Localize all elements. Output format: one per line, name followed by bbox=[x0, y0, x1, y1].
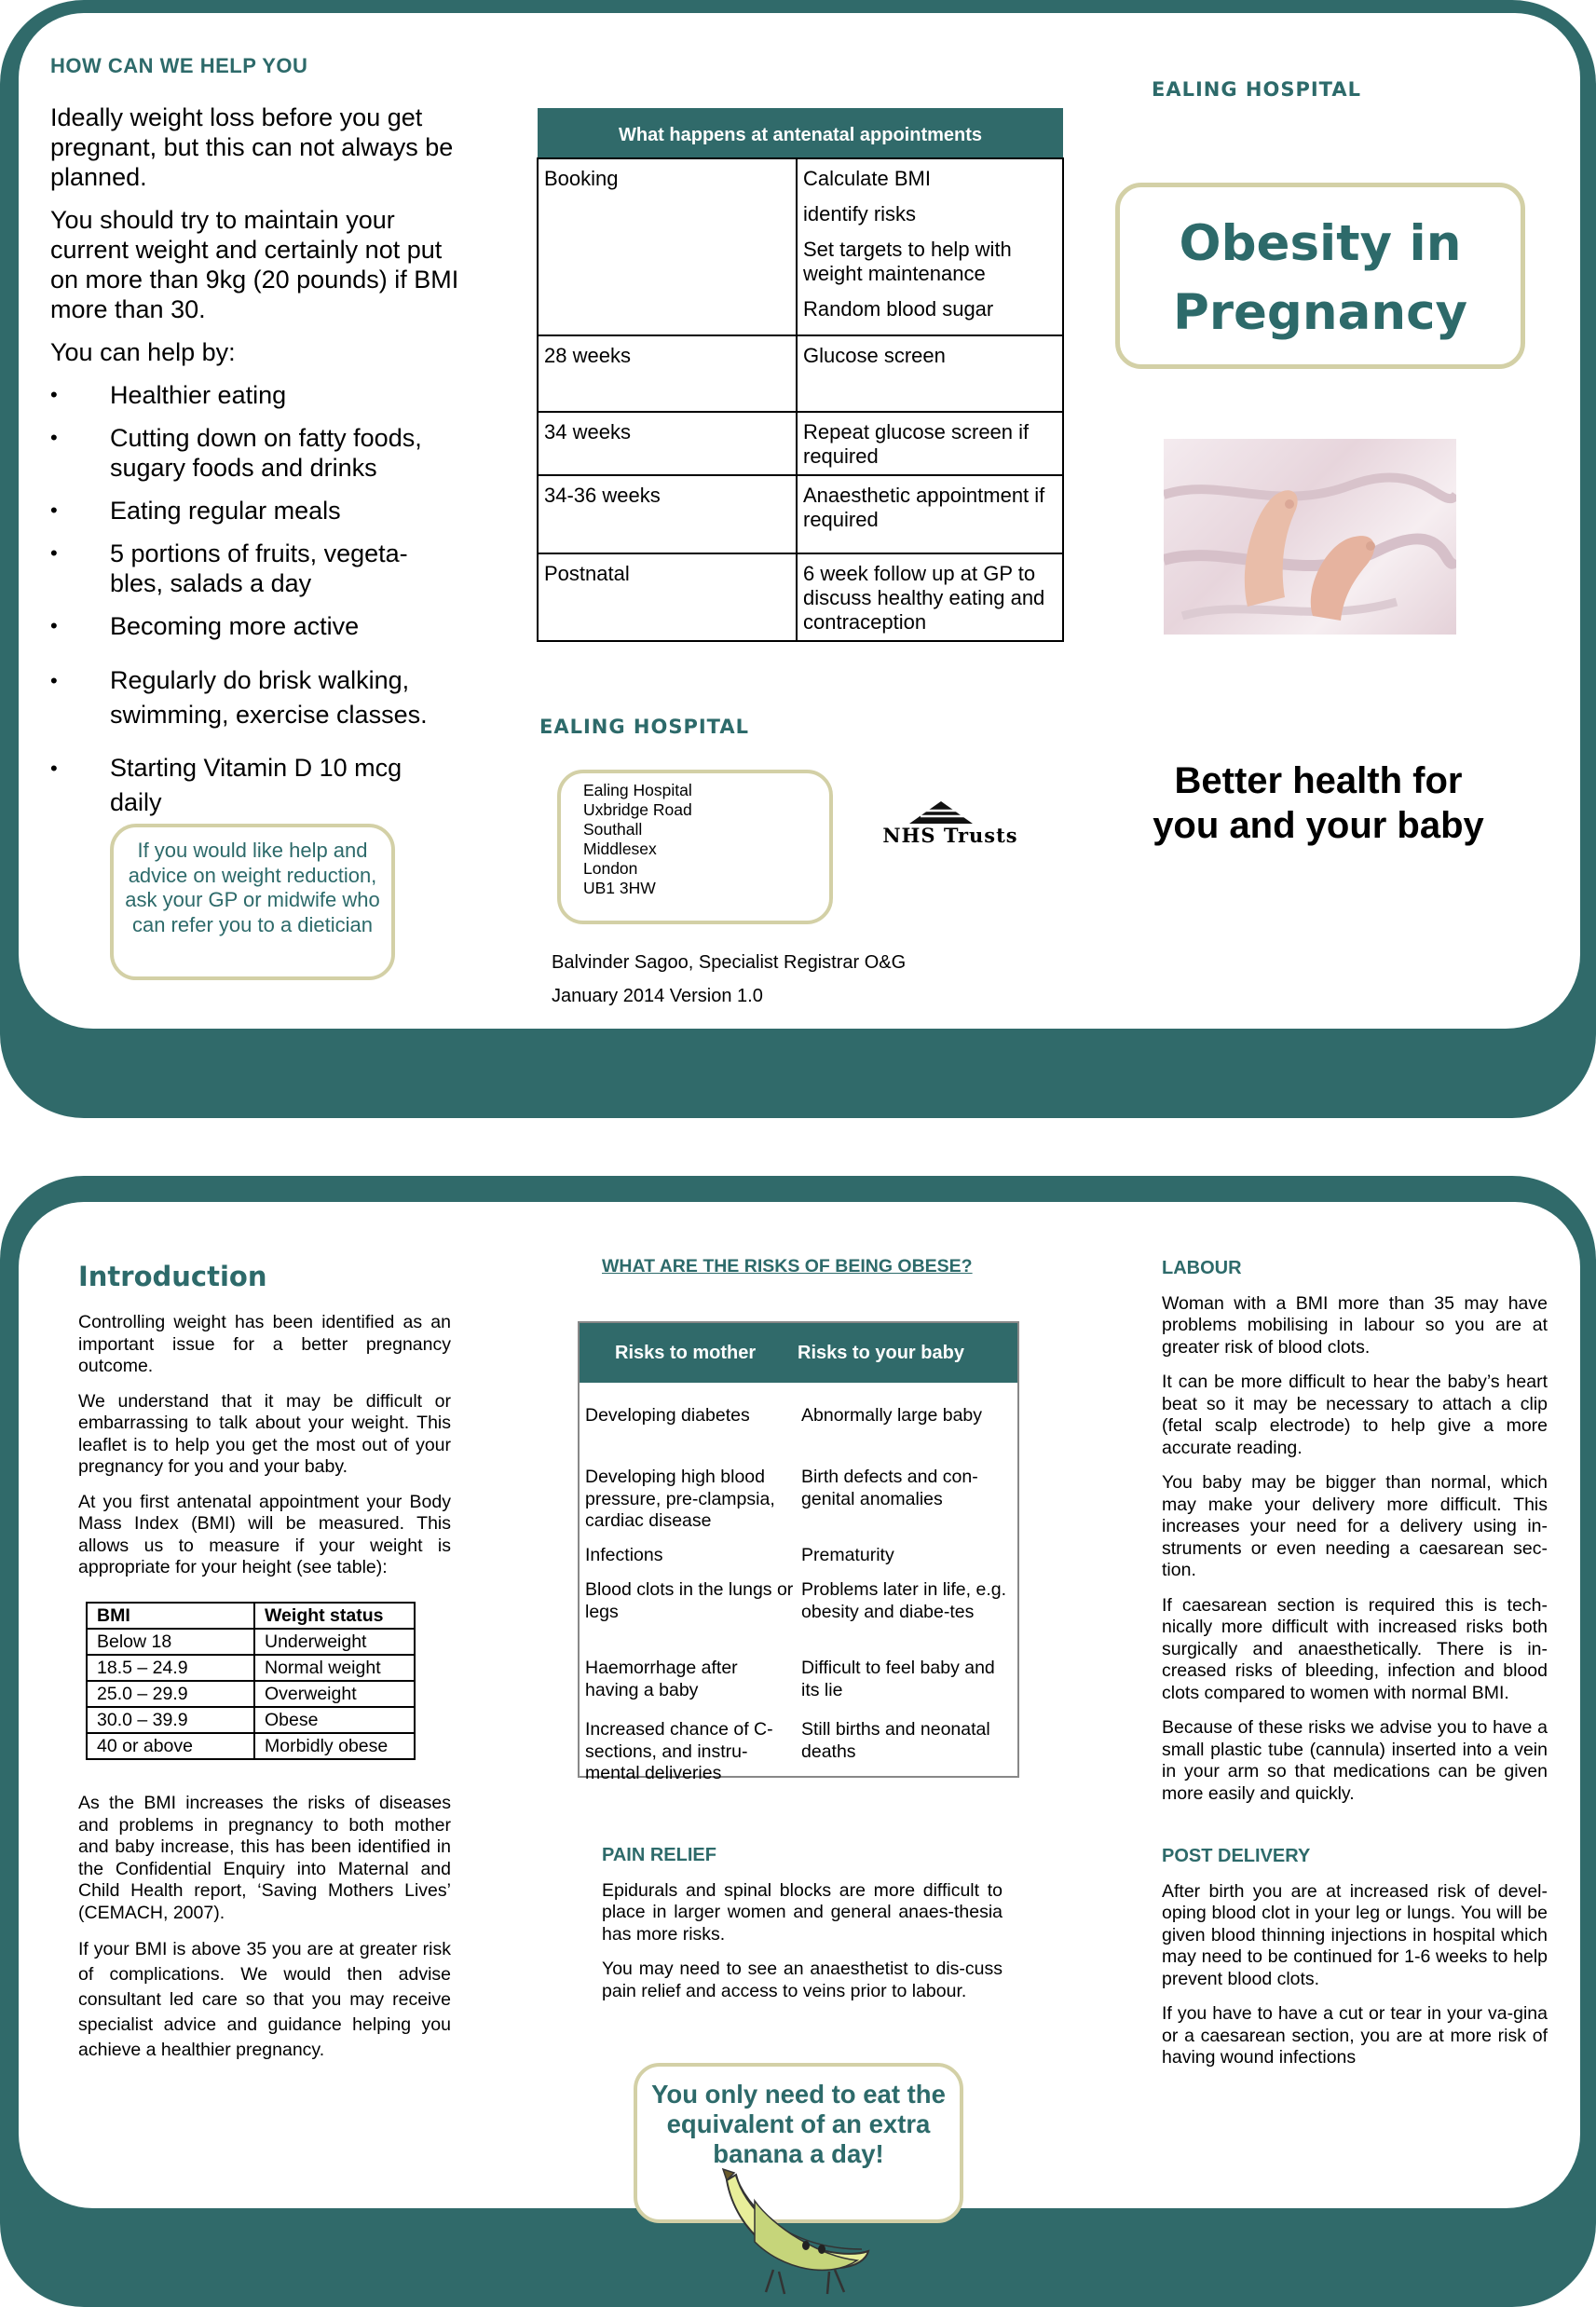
risks-baby-header: Risks to your baby bbox=[798, 1342, 964, 1363]
table-cell: Haemorrhage after having a baby bbox=[585, 1658, 738, 1700]
risks-table-header bbox=[580, 1323, 1017, 1383]
table-row bbox=[580, 1658, 1017, 1719]
help-bullet-list bbox=[50, 380, 460, 820]
nhs-logo-text: NHS Trusts bbox=[882, 824, 1018, 847]
address-line: Uxbridge Road bbox=[583, 800, 692, 819]
table-cell: Problems later in life, e.g. obesity and diabe-tes bbox=[801, 1579, 1007, 1622]
cover-title-line2: Pregnancy bbox=[1172, 284, 1468, 341]
how-help-para3: You can help by: bbox=[50, 338, 236, 366]
table-cell: Below 18 bbox=[87, 1629, 254, 1655]
post-delivery-para1: After birth you are at increased risk of devel-oping blood clot in your leg or lungs. You will be given blood thinning injections in hospital which may need to be continued for 1-6 weeks to help prevent blood clots. bbox=[1162, 1880, 1548, 1989]
list-item: • 5 portions of fruits, vegeta-bles, salads a day bbox=[50, 539, 460, 598]
table-row bbox=[87, 1681, 415, 1707]
list-item: • Regularly do brisk walking, swimming, exercise classes. bbox=[50, 663, 460, 732]
pain-relief-section bbox=[602, 1845, 1003, 2015]
version-line: January 2014 Version 1.0 bbox=[552, 986, 763, 1006]
table-cell: Blood clots in the lungs or legs bbox=[585, 1579, 794, 1622]
table-row bbox=[538, 412, 1063, 475]
intro-heading: Introduction bbox=[78, 1261, 267, 1292]
list-item: • Eating regular meals bbox=[50, 496, 460, 526]
table-row bbox=[87, 1629, 415, 1655]
table-cell: 40 or above bbox=[87, 1733, 254, 1759]
table-cell: Overweight bbox=[254, 1681, 415, 1707]
risks-table bbox=[578, 1321, 1019, 1783]
table-row bbox=[538, 553, 1063, 641]
pain-relief-para2: You may need to see an anaesthetist to dis-cuss pain relief and access to veins prior to labour. bbox=[602, 1959, 1003, 2001]
weight-help-callout-text: If you would like help and advice on weight reduction, ask your GP or midwife who can refer you to a dietician bbox=[125, 839, 380, 936]
risks-heading: WHAT ARE THE RISKS OF BEING OBESE? bbox=[602, 1256, 973, 1276]
cover-tagline bbox=[1118, 758, 1519, 848]
labour-para1: Woman with a BMI more than 35 may have problems mobilising in labour so you are at greater risk of blood clots. bbox=[1162, 1292, 1548, 1358]
table-cell: Glucose screen bbox=[797, 335, 1063, 412]
table-row bbox=[580, 1719, 1017, 1786]
table-cell bbox=[797, 158, 1063, 335]
table-row bbox=[538, 335, 1063, 412]
cover-title-box bbox=[1115, 183, 1525, 369]
how-help-para2: You should try to maintain your current weight and certainly not put on more than 9kg (20 pounds) if BMI more than 30. bbox=[50, 206, 459, 323]
how-help-column bbox=[50, 54, 460, 833]
address-line: Ealing Hospital bbox=[583, 781, 692, 799]
table-cell: Difficult to feel baby and its lie bbox=[801, 1658, 995, 1700]
table-cell: Increased chance of C-sections, and instru-mental deliveries bbox=[585, 1719, 773, 1783]
intro-para4: As the BMI increases the risks of diseases and problems in pregnancy to both mother and baby increase, this has been identified in the Confidential Enquiry into Maternal and Child Health report, ‘Saving Mothers Lives’ (CEMACH, 2007). bbox=[78, 1793, 451, 1923]
intro-para5: If your BMI is above 35 you are at greater risk of complications. We would then advise consultant led care so that you may receive specialist advice and guidance helping you achieve a healthier pregnancy. bbox=[78, 1939, 451, 2060]
intro-para3: At you first antenatal appointment your Body Mass Index (BMI) will be measured. This allows us to measure if your weight is appropriate for your height (see table): bbox=[78, 1491, 451, 1577]
how-help-heading: HOW CAN WE HELP YOU bbox=[50, 54, 308, 77]
table-cell: Still births and neonatal deaths bbox=[801, 1719, 990, 1762]
banana-icon bbox=[717, 2167, 876, 2298]
table-cell-line: Set targets to help with weight maintenance bbox=[803, 238, 1012, 285]
table-cell: Postnatal bbox=[538, 553, 797, 641]
baby-feet-photo bbox=[1164, 439, 1456, 635]
table-cell: Booking bbox=[538, 158, 797, 335]
cover-tagline-line1: Better health for bbox=[1174, 760, 1463, 801]
table-cell-line: Random blood sugar bbox=[803, 297, 994, 321]
banana-callout-text: You only need to eat the equivalent of an extra banana a day! bbox=[651, 2080, 946, 2168]
table-cell: 34-36 weeks bbox=[538, 475, 797, 553]
address-line: Southall bbox=[583, 820, 643, 839]
table-cell: Abnormally large baby bbox=[801, 1405, 983, 1426]
address-line: Middlesex bbox=[583, 840, 657, 858]
list-item: • Starting Vitamin D 10 mcg daily bbox=[50, 751, 460, 820]
table-cell: Anaesthetic appointment if required bbox=[797, 475, 1063, 553]
table-row bbox=[538, 158, 1063, 335]
cover-hospital-label: EALING HOSPITAL bbox=[1152, 78, 1361, 101]
table-cell: Underweight bbox=[254, 1629, 415, 1655]
author-line: Balvinder Sagoo, Specialist Registrar O&G bbox=[552, 952, 907, 973]
table-header-row bbox=[87, 1603, 415, 1629]
how-help-para1: Ideally weight loss before you get pregnant, but this can not always be planned. bbox=[50, 103, 454, 191]
labour-heading: LABOUR bbox=[1162, 1258, 1242, 1278]
labour-para5: Because of these risks we advise you to have a small plastic tube (cannula) inserted into a vein in your arm so that medications can be given more easily and quickly. bbox=[1162, 1717, 1548, 1804]
antenatal-table-title: What happens at antenatal appointments bbox=[538, 108, 1063, 158]
cover-title bbox=[1120, 210, 1521, 348]
table-cell: 34 weeks bbox=[538, 412, 797, 475]
risks-mother-header: Risks to mother bbox=[615, 1342, 757, 1363]
table-cell: 30.0 – 39.9 bbox=[87, 1707, 254, 1733]
post-delivery-heading: POST DELIVERY bbox=[1162, 1846, 1311, 1866]
table-cell: 28 weeks bbox=[538, 335, 797, 412]
table-cell: 18.5 – 24.9 bbox=[87, 1655, 254, 1681]
table-cell: Normal weight bbox=[254, 1655, 415, 1681]
table-cell: Morbidly obese bbox=[254, 1733, 415, 1759]
table-row bbox=[87, 1655, 415, 1681]
intro-column-lower bbox=[78, 1793, 451, 2076]
list-item: • Cutting down on fatty foods, sugary foods and drinks bbox=[50, 423, 460, 483]
table-row bbox=[87, 1707, 415, 1733]
list-item: • Becoming more active bbox=[50, 611, 460, 641]
intro-para2: We understand that it may be difficult or embarrassing to talk about your weight. This leaflet is to help you get the most out of your pregnancy for you and your baby. bbox=[78, 1390, 451, 1477]
labour-para2: It can be more difficult to hear the baby’s heart beat so it may be necessary to attach a clip (fetal scalp electrode) to help give a more accurate reading. bbox=[1162, 1372, 1548, 1458]
table-row bbox=[538, 475, 1063, 553]
cover-tagline-line2: you and your baby bbox=[1153, 805, 1484, 846]
banana-illustration bbox=[717, 2167, 876, 2298]
table-cell: 25.0 – 29.9 bbox=[87, 1681, 254, 1707]
address-line: London bbox=[583, 859, 638, 878]
pain-relief-para1: Epidurals and spinal blocks are more difficult to place in larger women and general anaes-thesia has more risks. bbox=[602, 1879, 1003, 1945]
table-header: Weight status bbox=[254, 1603, 415, 1629]
table-cell: 6 week follow up at GP to discuss healthy eating and contraception bbox=[797, 553, 1063, 641]
table-cell-line: identify risks bbox=[803, 202, 917, 225]
post-delivery-para2: If you have to have a cut or tear in your va-gina or a caesarean section, you are at more risk of having wound infections bbox=[1162, 2003, 1548, 2068]
table-row bbox=[580, 1467, 1017, 1545]
table-row bbox=[580, 1579, 1017, 1658]
antenatal-table bbox=[537, 108, 1064, 642]
table-header: BMI bbox=[87, 1603, 254, 1629]
nhs-logo bbox=[876, 799, 1025, 852]
table-row bbox=[580, 1405, 1017, 1467]
bmi-table bbox=[86, 1602, 416, 1760]
table-cell: Developing diabetes bbox=[585, 1405, 750, 1426]
labour-column bbox=[1162, 1258, 1548, 2082]
table-cell: Obese bbox=[254, 1707, 415, 1733]
table-cell: Birth defects and con-genital anomalies bbox=[801, 1467, 978, 1509]
table-row bbox=[87, 1733, 415, 1759]
table-cell: Developing high blood pressure, pre-clampsia, cardiac disease bbox=[585, 1467, 775, 1531]
table-cell: Prematurity bbox=[801, 1545, 894, 1565]
labour-para4: If caesarean section is required this is tech-nically more difficult with increased risks both surgically and anaesthetically. There is in-creased risks of bleeding, infection and blood clots compared to women with normal BMI. bbox=[1162, 1594, 1548, 1703]
table-cell-line: Calculate BMI bbox=[803, 167, 931, 190]
address-box bbox=[557, 770, 833, 924]
pain-relief-heading: PAIN RELIEF bbox=[602, 1845, 716, 1865]
weight-help-callout bbox=[110, 824, 395, 980]
table-row bbox=[580, 1545, 1017, 1579]
labour-para3: You baby may be bigger than normal, which may make your delivery more difficult. This increases your need for a delivery using in-struments or even needing a caesarean sec-tion. bbox=[1162, 1472, 1548, 1580]
address-line: UB1 3HW bbox=[583, 879, 656, 897]
table-cell: Repeat glucose screen if required bbox=[797, 412, 1063, 475]
cover-title-line1: Obesity in bbox=[1179, 215, 1462, 272]
table-cell: Infections bbox=[585, 1545, 663, 1565]
list-item: • Healthier eating bbox=[50, 380, 460, 410]
contact-hospital-label: EALING HOSPITAL bbox=[539, 716, 749, 738]
intro-para1: Controlling weight has been identified as an important issue for a better pregnancy outcome. bbox=[78, 1312, 451, 1376]
intro-column bbox=[78, 1260, 451, 1592]
